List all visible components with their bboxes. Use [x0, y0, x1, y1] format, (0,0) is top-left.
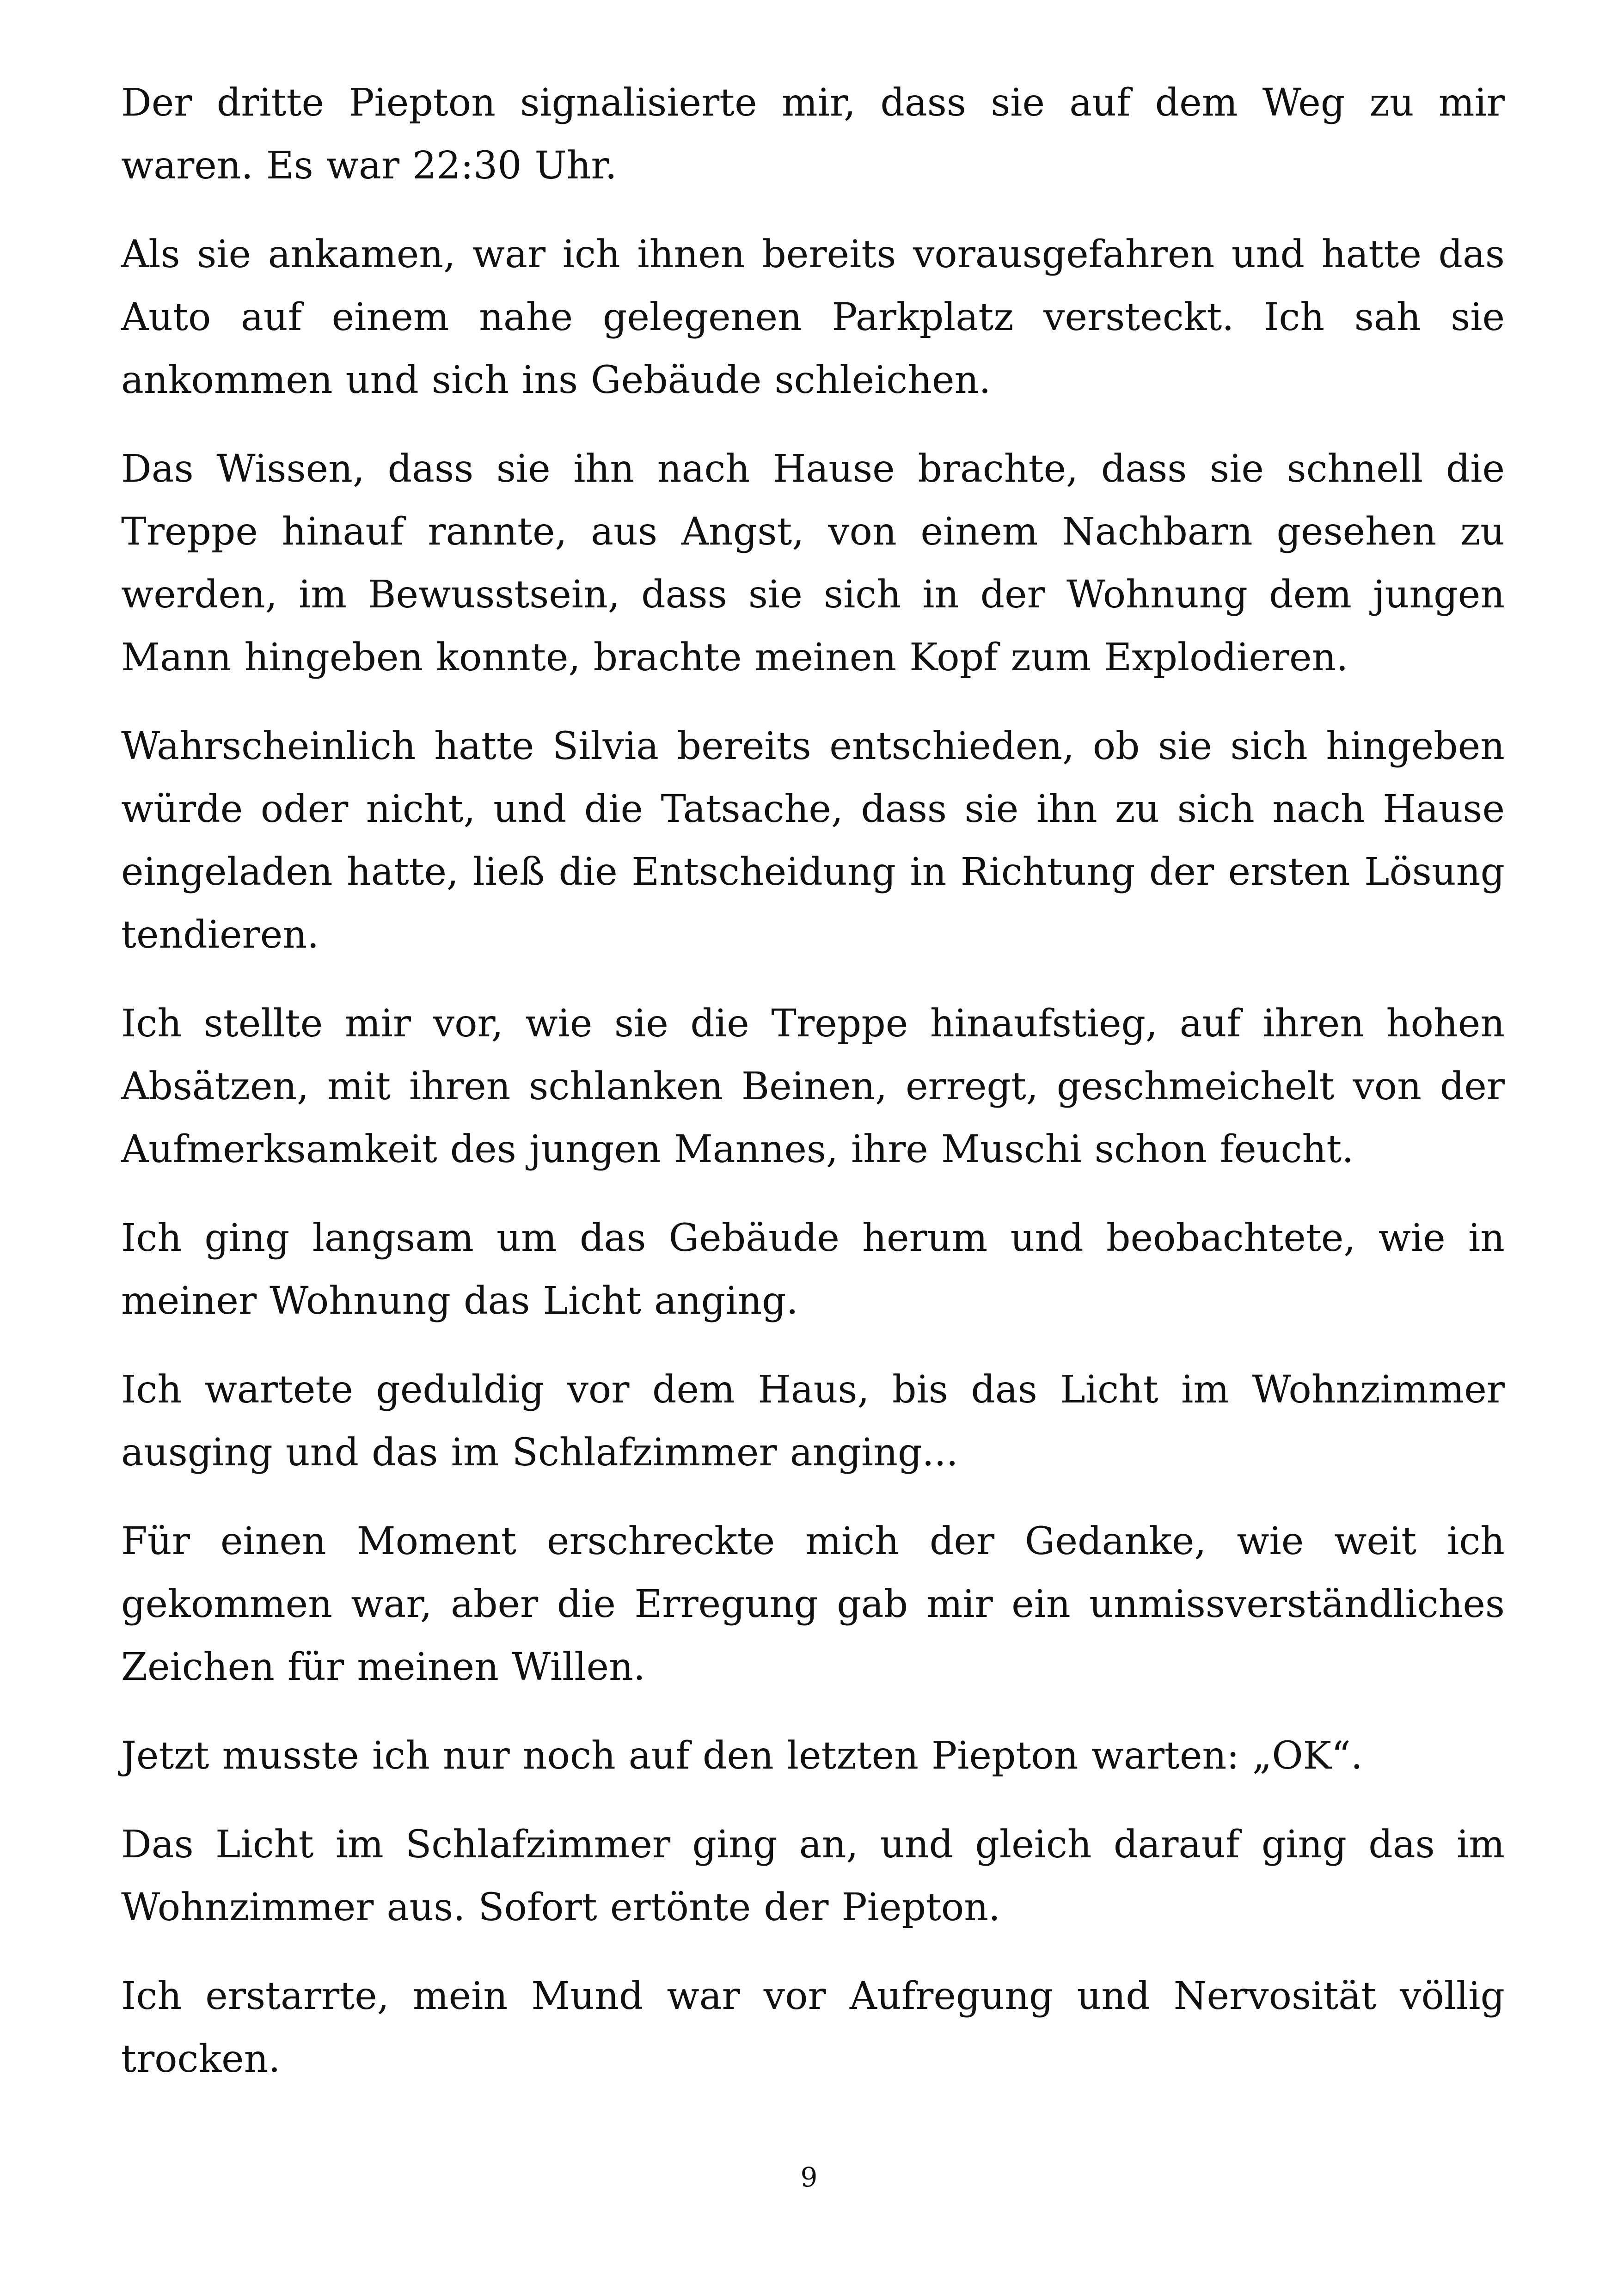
paragraph: Für einen Moment erschreckte mich der Gedanke, wie weit ich gekommen war, aber die Erregung gab mir ein unmissverständliches Zeichen für meinen Willen. [121, 1519, 1505, 1689]
paragraph: Wahrscheinlich hatte Silvia bereits entschieden, ob sie sich hingeben würde oder nicht, und die Tatsache, dass sie ihn zu sich nach Hause eingeladen hatte, ließ die Entscheidung in Richtung der ersten Lösung tendieren. [121, 724, 1505, 957]
paragraph: Der dritte Piepton signalisierte mir, dass sie auf dem Weg zu mir waren. Es war 22:30 Uhr. [121, 81, 1505, 188]
page-number: 9 [800, 2161, 818, 2193]
text-body [121, 72, 1505, 2117]
paragraph: Das Licht im Schlafzimmer ging an, und gleich darauf ging das im Wohnzimmer aus. Sofort ertönte der Piepton. [121, 1823, 1505, 1929]
paragraph: Ich wartete geduldig vor dem Haus, bis das Licht im Wohnzimmer ausging und das im Schlafzimmer anging... [121, 1368, 1505, 1475]
paragraph: Als sie ankamen, war ich ihnen bereits vorausgefahren und hatte das Auto auf einem nahe gelegenen Parkplatz versteckt. Ich sah sie ankommen und sich ins Gebäude schleichen. [121, 233, 1505, 402]
paragraph: Jetzt musste ich nur noch auf den letzten Piepton warten: „OK“. [121, 1734, 1363, 1778]
paragraph: Ich stellte mir vor, wie sie die Treppe hinaufstieg, auf ihren hohen Absätzen, mit ihren schlanken Beinen, erregt, geschmeichelt von der Aufmerksamkeit des jungen Mannes, ihre Muschi schon feucht. [121, 1002, 1505, 1171]
paragraph: Ich ging langsam um das Gebäude herum und beobachtete, wie in meiner Wohnung das Licht anging. [121, 1216, 1505, 1323]
paragraph: Das Wissen, dass sie ihn nach Hause brachte, dass sie schnell die Treppe hinauf rannte, aus Angst, von einem Nachbarn gesehen zu werden, im Bewusstsein, dass sie sich in der Wohnung dem jungen Mann hingeben konnte, brachte meinen Kopf zum Explodieren. [121, 447, 1505, 680]
paragraph: Ich erstarrte, mein Mund war vor Aufregung und Nervosität völlig trocken. [121, 1974, 1505, 2081]
